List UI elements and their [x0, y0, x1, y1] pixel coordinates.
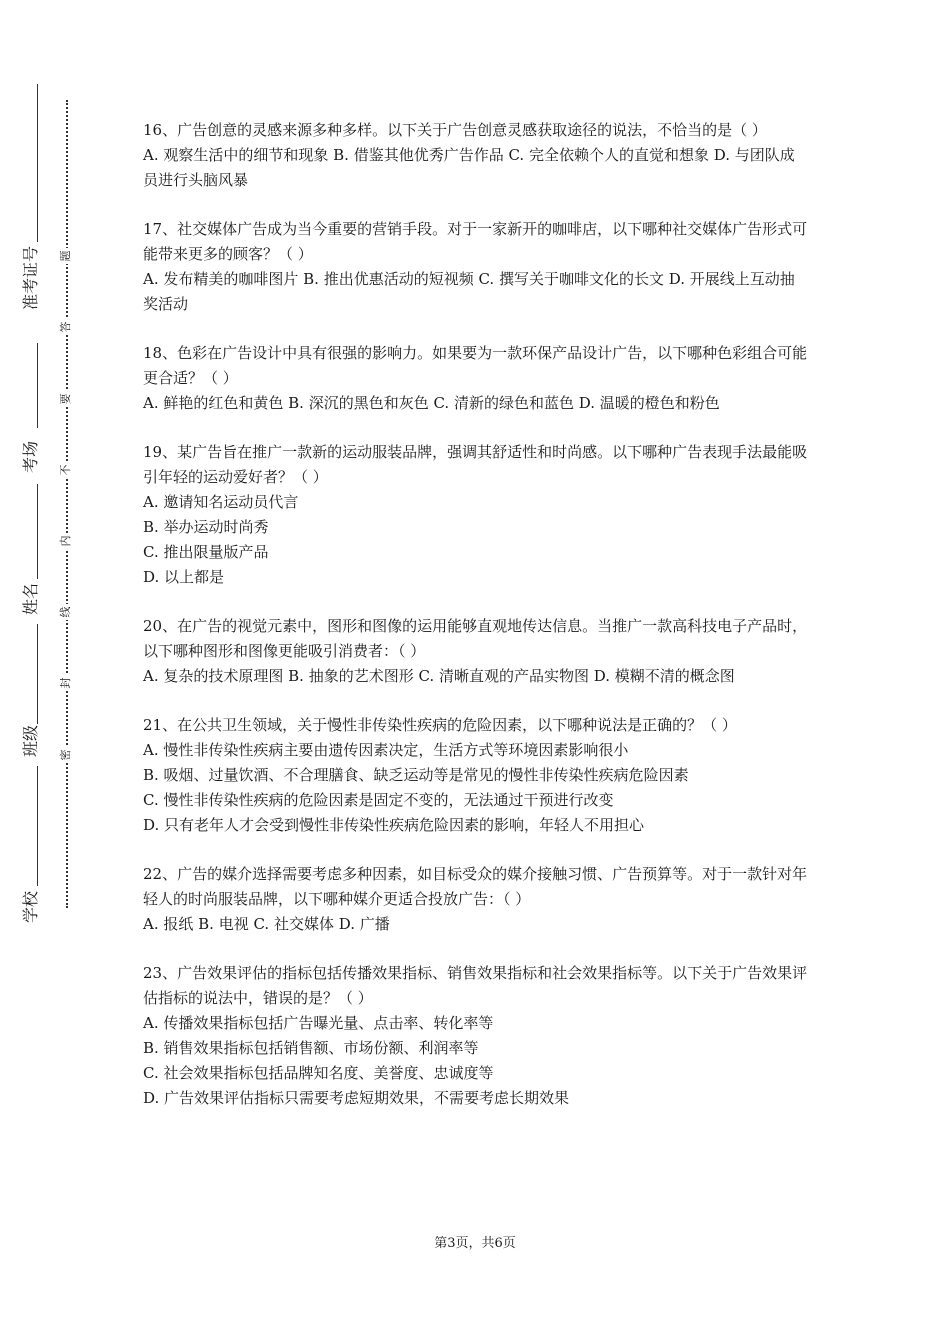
question-options: A. 复杂的技术原理图 B. 抽象的艺术图形 C. 清晰直观的产品实物图 D. 模糊不清的概念图 — [143, 667, 735, 685]
binding-rule — [37, 343, 38, 428]
option-c: C. 社会效果指标包括品牌知名度、美誉度、忠诚度等 — [143, 1064, 494, 1082]
question-stem: 17、社交媒体广告成为当今重要的营销手段。对于一家新开的咖啡店，以下哪种社交媒体广告形式可能带来更多的顾客？（ ） — [143, 220, 808, 263]
page-number: 第3页，共6页 — [434, 1236, 516, 1251]
binding-margin — [0, 0, 120, 1344]
exam-room-label: 考场 — [21, 440, 40, 473]
question-stem: 21、在公共卫生领域，关于慢性非传染性疾病的危险因素，以下哪种说法是正确的？（ ） — [143, 716, 737, 734]
question-stem: 16、广告创意的灵感来源多种多样。以下关于广告创意灵感获取途径的说法，不恰当的是（ ） — [143, 121, 767, 139]
seal-char: 答 — [58, 319, 74, 335]
question-options: A. 观察生活中的细节和现象 B. 借鉴其他优秀广告作品 C. 完全依赖个人的直觉和想象 D. 与团队成员进行头脑风暴 — [143, 146, 795, 189]
question-stem: 22、广告的媒介选择需要考虑多种因素，如目标受众的媒介接触习惯、广告预算等。对于一款针对年轻人的时尚服装品牌，以下哪种媒介更适合投放广告：（ ） — [143, 865, 808, 908]
option-c: C. 推出限量版产品 — [143, 543, 269, 561]
option-b: B. 销售效果指标包括销售额、市场份额、利润率等 — [143, 1039, 479, 1057]
seal-char: 线 — [58, 604, 74, 620]
option-a: A. 传播效果指标包括广告曝光量、点击率、转化率等 — [143, 1014, 494, 1032]
question-21 — [143, 713, 808, 838]
question-18 — [143, 341, 808, 416]
question-19 — [143, 440, 808, 590]
seal-char: 要 — [58, 391, 74, 407]
option-b: B. 吸烟、过量饮酒、不合理膳食、缺乏运动等是常见的慢性非传染性疾病危险因素 — [143, 766, 689, 784]
option-b: B. 举办运动时尚秀 — [143, 518, 269, 536]
binding-rule — [37, 766, 38, 886]
question-stem: 18、色彩在广告设计中具有很强的影响力。如果要为一款环保产品设计广告，以下哪种色彩组合可能更合适？（ ） — [143, 344, 808, 387]
question-22 — [143, 862, 808, 937]
option-d: D. 广告效果评估指标只需要考虑短期效果，不需要考虑长期效果 — [143, 1089, 570, 1107]
seal-char: 题 — [58, 248, 74, 264]
seal-char: 封 — [58, 675, 74, 691]
binding-rule — [37, 484, 38, 579]
class-label: 班级 — [21, 724, 40, 757]
question-stem: 19、某广告旨在推广一款新的运动服装品牌，强调其舒适性和时尚感。以下哪种广告表现手法最能吸引年轻的运动爱好者？（ ） — [143, 443, 808, 486]
seal-dotted-line — [66, 100, 68, 908]
question-options: A. 鲜艳的红色和黄色 B. 深沉的黑色和灰色 C. 清新的绿色和蓝色 D. 温暖的橙色和粉色 — [143, 394, 720, 412]
question-20 — [143, 614, 808, 689]
seal-char: 不 — [58, 462, 74, 478]
question-options: A. 报纸 B. 电视 C. 社交媒体 D. 广播 — [143, 915, 390, 933]
exam-id-label: 准考证号 — [21, 245, 40, 310]
option-d: D. 以上都是 — [143, 568, 225, 586]
school-label: 学校 — [21, 890, 40, 923]
option-a: A. 慢性非传染性疾病主要由遗传因素决定，生活方式等环境因素影响很小 — [143, 741, 629, 759]
binding-rule — [37, 84, 38, 242]
question-list — [143, 118, 808, 1135]
binding-rule — [37, 624, 38, 724]
question-options: A. 发布精美的咖啡图片 B. 推出优惠活动的短视频 C. 撰写关于咖啡文化的长文 D. 开展线上互动抽奖活动 — [143, 270, 795, 313]
question-17 — [143, 217, 808, 317]
question-stem: 23、广告效果评估的指标包括传播效果指标、销售效果指标和社会效果指标等。以下关于广告效果评估指标的说法中，错误的是？（ ） — [143, 964, 808, 1007]
option-a: A. 邀请知名运动员代言 — [143, 493, 299, 511]
option-c: C. 慢性非传染性疾病的危险因素是固定不变的，无法通过干预进行改变 — [143, 791, 614, 809]
seal-char: 密 — [58, 747, 74, 763]
name-label: 姓名 — [21, 582, 40, 615]
seal-char: 内 — [58, 533, 74, 549]
question-16 — [143, 118, 808, 193]
question-stem: 20、在广告的视觉元素中，图形和图像的运用能够直观地传达信息。当推广一款高科技电子产品时，以下哪种图形和图像更能吸引消费者：（ ） — [143, 617, 808, 660]
option-d: D. 只有老年人才会受到慢性非传染性疾病危险因素的影响，年轻人不用担心 — [143, 816, 645, 834]
question-23 — [143, 961, 808, 1111]
